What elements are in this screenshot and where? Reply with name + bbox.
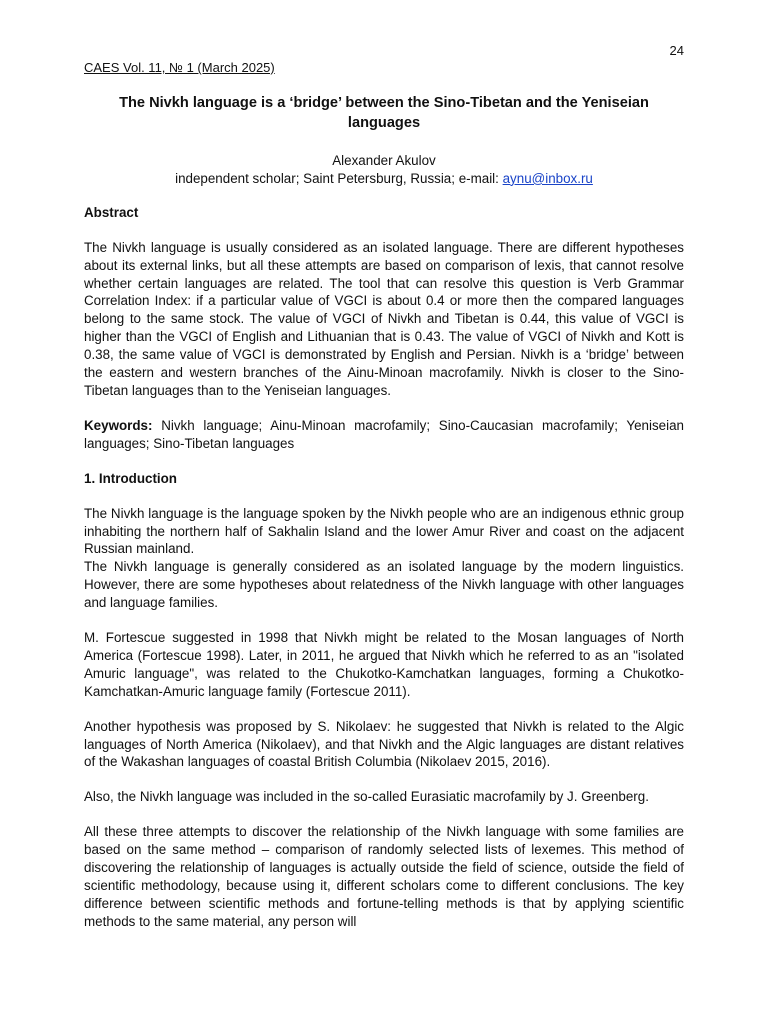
keywords-label: Keywords: (84, 417, 153, 433)
intro-paragraph: All these three attempts to discover the relationship of the Nivkh language with some families are based on the same method – comparison of randomly selected lists of lexemes. This method of discovering the relationship of languages is actually outside the field of science, outside the field of scientific methodology, because using it, different scholars come to different conclusions. The key difference between scientific methods and fortune-telling methods is that by applying scientific methods to the same material, any person will (84, 824, 684, 929)
abstract-text: The Nivkh language is usually considered as an isolated language. There are different hypotheses about its external links, but all these attempts are based on comparison of lexis, that cannot resolve whether certain languages are related. The tool that can resolve this question is Verb Grammar Correlation Index: if a particular value of VGCI is about 0.4 or more then the compared languages belong to the same stock. The value of VGCI of Nivkh and Tibetan is 0.44, this value of VGCI is higher than the VGCI of English and Lithuanian that is 0.43. The value of VGCI of Nivkh and Kott is 0.38, the same value of VGCI is demonstrated by English and Persian. Nivkh is a ‘bridge’ between the eastern and western branches of the Ainu-Minoan macrofamily. Nivkh is closer to the Sino-Tibetan languages than to the Yeniseian languages. (84, 239, 684, 398)
intro-paragraph: Another hypothesis was proposed by S. Nikolaev: he suggested that Nivkh is related to the Algic languages of North America (Nikolaev), and that Nivkh and the Algic languages are distant relatives of the Wakashan languages of coastal British Columbia (Nikolaev 2015, 2016). (84, 718, 684, 770)
affiliation-text: independent scholar; Saint Petersburg, Russia; e-mail: (175, 170, 503, 186)
keywords-text: Nivkh language; Ainu-Minoan macrofamily; Sino-Caucasian macrofamily; Yeniseian languages; Sino-Tibetan languages (84, 417, 684, 451)
keywords (84, 417, 684, 453)
article-title: The Nivkh language is a ‘bridge’ between the Sino-Tibetan and the Yeniseian languages (119, 95, 649, 131)
introduction-heading: 1. Introduction (84, 470, 177, 486)
article-body (84, 93, 684, 948)
author-affiliation (84, 170, 684, 188)
intro-paragraph: The Nivkh language is generally considered as an isolated language by the modern linguistics. However, there are some hypotheses about relatedness of the Nivkh language with other languages and language families. (84, 559, 684, 611)
email-link[interactable]: aynu@inbox.ru (502, 170, 593, 186)
intro-paragraph: M. Fortescue suggested in 1998 that Nivkh might be related to the Mosan languages of North America (Fortescue 1998). Later, in 2011, he argued that Nivkh which he referred to as an "isolated Amuric language", was related to the Chukotko-Kamchatkan languages, forming a Chukotko-Kamchatkan-Amuric language family (Fortescue 2011). (84, 630, 684, 699)
intro-paragraph: Also, the Nivkh language was included in the so-called Eurasiatic macrofamily by J. Greenberg. (84, 789, 649, 805)
abstract-heading: Abstract (84, 204, 139, 220)
journal-citation: CAES Vol. 11, № 1 (March 2025) (84, 60, 275, 75)
author-name: Alexander Akulov (332, 153, 436, 168)
page-number: 24 (669, 43, 684, 58)
intro-paragraph: The Nivkh language is the language spoken by the Nivkh people who are an indigenous ethnic group inhabiting the northern half of Sakhalin Island and the lower Amur River and coast on the adjacent Russian mainland. (84, 505, 684, 557)
